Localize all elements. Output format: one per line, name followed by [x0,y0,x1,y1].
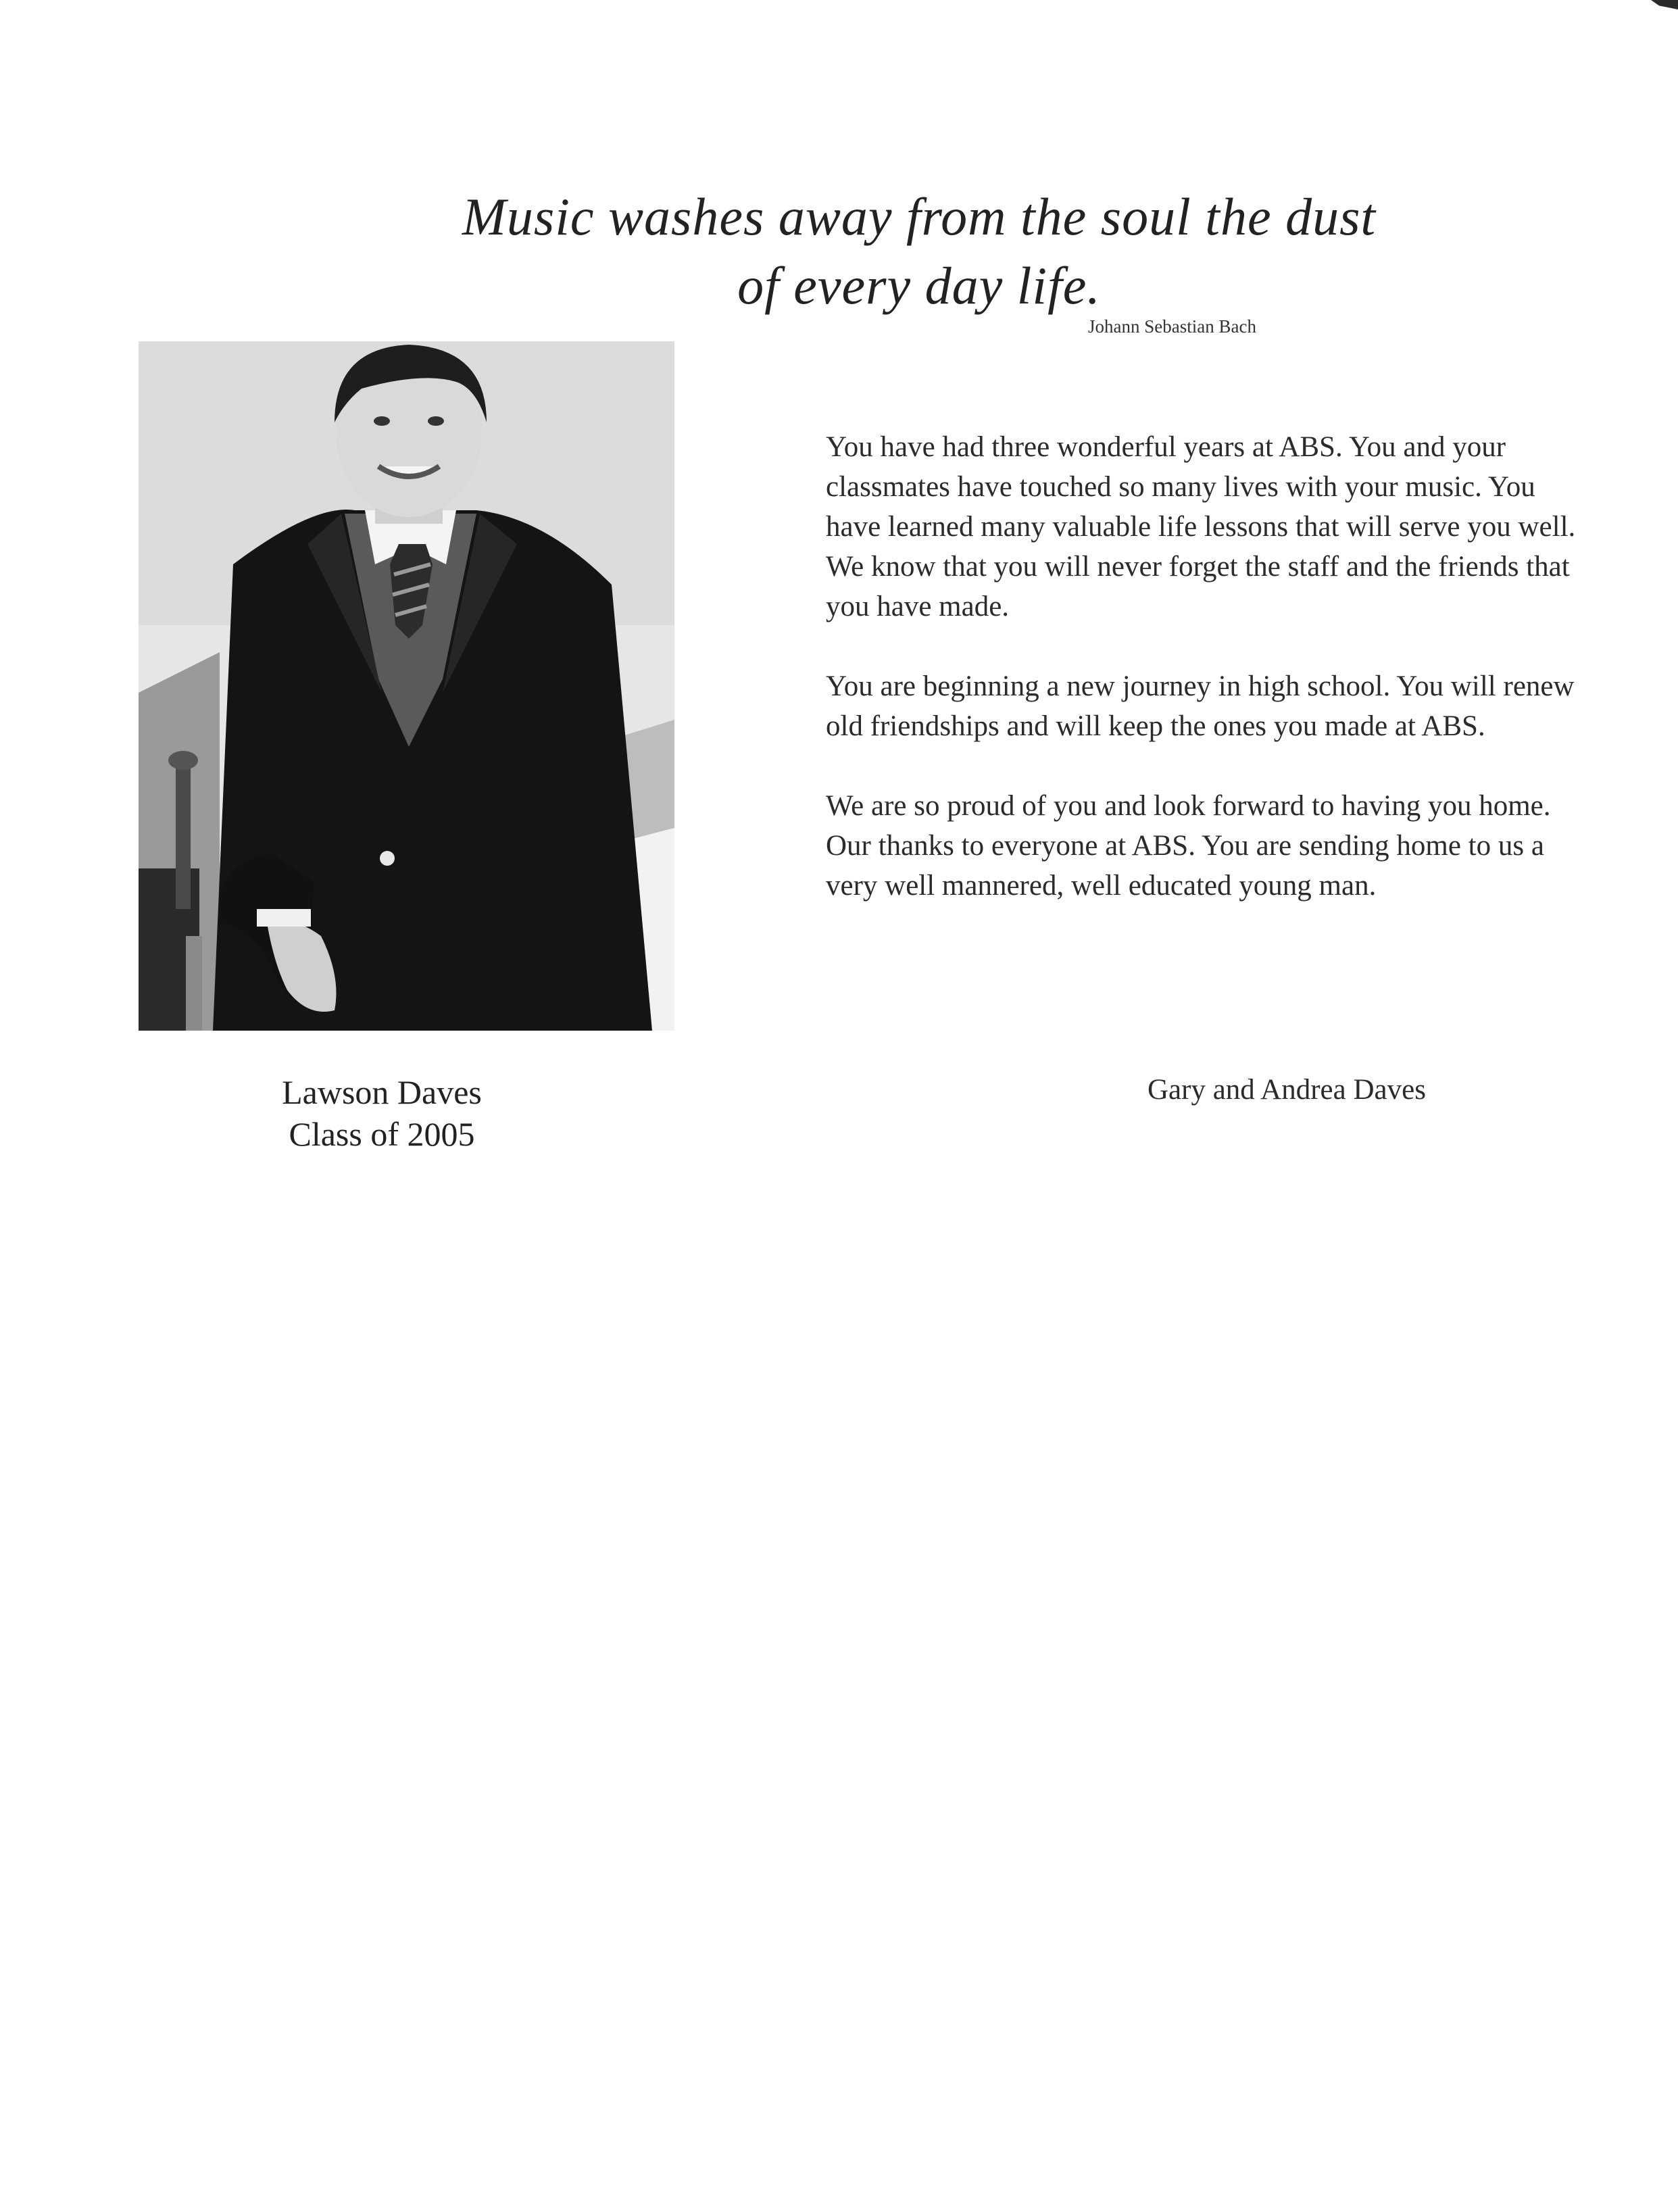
student-class: Class of 2005 [289,1115,475,1153]
portrait-photo-icon [139,341,674,1031]
letter-paragraph: You are beginning a new journey in high school. You will renew old friendships and will keep the ones you made at ABS. [826,670,1575,742]
quote [378,182,1460,320]
quote-line-2: of every day life. [737,256,1101,315]
letter-paragraph: We are so proud of you and look forward to having you home. Our thanks to everyone at ABS. You are sending home to us a very well mannered, well educated young man. [826,790,1551,902]
scan-corner-mark [1651,0,1678,9]
student-name: Lawson Daves [282,1073,482,1111]
letter-signature: Gary and Andrea Daves [1148,1074,1426,1106]
portrait-photo [139,341,674,1031]
quote-author: Johann Sebastian Bach [1088,316,1256,337]
quote-line-1: Music washes away from the soul the dust [462,187,1377,246]
letter-paragraph: You have had three wonderful years at ABS. You and your classmates have touched so many lives with your music. You have learned many valuable life lessons that will serve you well. We know that you will never forget the staff and the friends that you have made. [826,431,1576,622]
student-caption [139,1071,625,1155]
letter-body [826,427,1583,945]
